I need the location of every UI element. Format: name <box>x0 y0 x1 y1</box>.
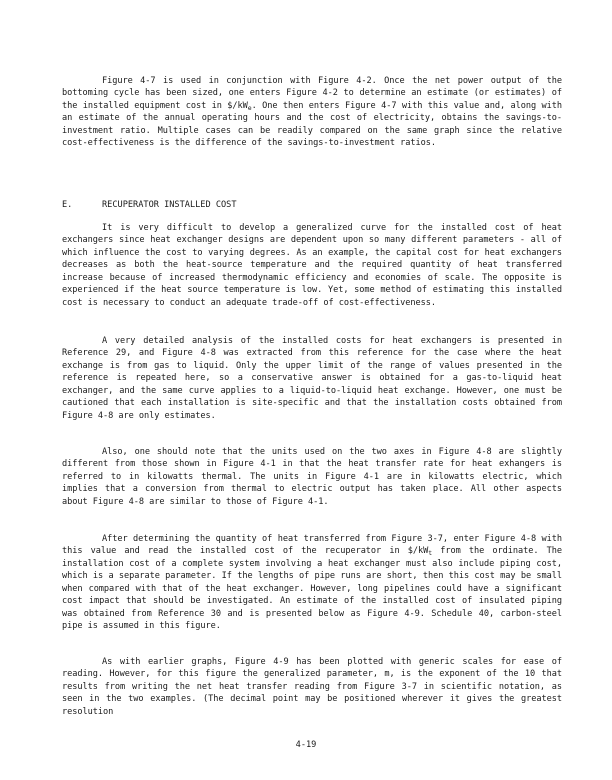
subscript-e: e <box>247 103 252 112</box>
paragraph-5-text-a: After determining the quantity of heat transferred from Figure 3-7, enter Figure 4-8 with this value and read the installed cost of the recuperator in $/kW <box>62 534 562 557</box>
paragraph-5-text-b: from the ordinate. The installation cost of a complete system involving a heat exchanger must also include piping cost, which is a separate parameter. If the lengths of pipe runs are short, then this cost may be small when compared with that of the heat exchanger. However, long pipelines could have a significant cost impact that should be investigated. An estimate of the installed cost of insulated piping was obtained from Reference 30 and is presented below as Figure 4-9. Schedule 40, carbon-steel pipe is assumed in this figure. <box>62 546 562 632</box>
paragraph-earlier-graphs: As with earlier graphs, Figure 4-9 has been plotted with generic scales for ease of reading. However, for this figure the generalized parameter, m, is the exponent of the 10 that results from writing the net heat transfer reading from Figure 3-7 in scientific notation, as seen in the two examples. (The decimal point may be positioned wherever it gives the greatest resolution <box>62 657 562 717</box>
paragraph-1-text-a: Figure 4-7 is used in conjunction with Figure 4-2. Once the net power output of the bottoming cycle has been sized, one enters Figure 4-2 to determine an estimate (or estimates) of the installed equipment cost in $/kW <box>62 76 562 111</box>
section-title: RECUPERATOR INSTALLED COST <box>102 200 237 210</box>
paragraph-detailed-analysis: A very detailed analysis of the installed costs for heat exchangers is presented in Reference 29, and Figure 4-8 was extracted from this reference for the case where the heat exchange is from gas to liquid. Only the upper limit of the range of values presented in the reference is repeated here, so a conservative answer is obtained for a gas-to-liquid heat exchanger, and the same curve applies to a liquid-to-liquid heat exchange. However, one must be cautioned that each installation is site-specific and that the installation costs obtained from Figure 4-8 are only estimates. <box>62 336 562 421</box>
paragraph-after-determining <box>62 533 562 633</box>
paragraph-units-note: Also, one should note that the units used on the two axes in Figure 4-8 are slightly different from those shown in Figure 4-1 in that the heat transfer rate for heat exhangers is referred to in kilowatts thermal. The units in Figure 4-1 are in kilowatts electric, which implies that a conversion from thermal to electric output has taken place. All other aspects about Figure 4-8 are similar to those of Figure 4-1. <box>62 447 562 507</box>
paragraph-figure-4-7-usage <box>62 75 562 150</box>
section-letter: E. <box>62 200 73 210</box>
paragraph-1-text-b: . One then enters Figure 4-7 with this value and, along with an estimate of the annual operating hours and the cost of electricity, obtains the savings-to-investment ratio. Multiple cases can be readily compared on the same graph since the relative cost-effectiveness is the difference of the savings-to-investment ratios. <box>62 100 562 149</box>
subscript-t: t <box>428 549 433 558</box>
paragraph-generalized-curve: It is very difficult to develop a generalized curve for the installed cost of heat exchangers since heat exchanger designs are dependent upon so many different parameters - all of which influence the cost to varying degrees. As an example, the capital cost for heat exchangers decreases as both the heat-source temperature and the required quantity of heat transferred increase because of increased thermodynamic efficiency and economies of scale. The opposite is experienced if the heat source temperature is low. Yet, some method of estimating this installed cost is necessary to conduct an adequate trade-off of cost-effectiveness. <box>62 223 562 308</box>
section-heading <box>62 199 237 211</box>
page-number: 4-19 <box>295 740 317 750</box>
